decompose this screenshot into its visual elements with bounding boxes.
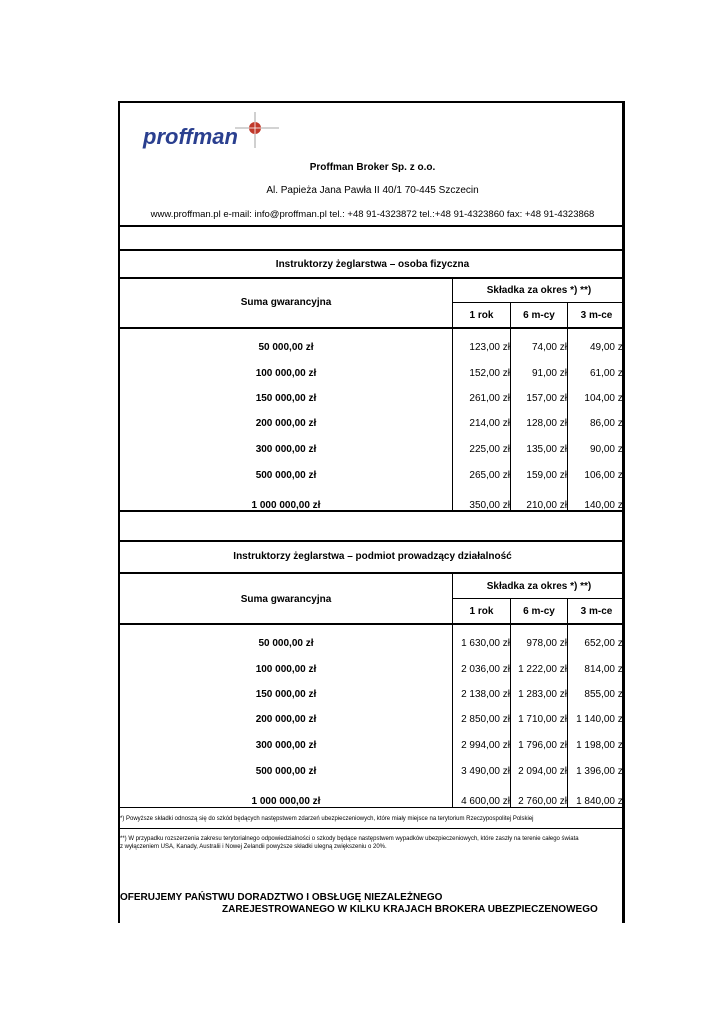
premium-cell: 2 994,00 zł (461, 740, 510, 751)
company-contact: www.proffman.pl e-mail: info@proffman.pl tel.: +48 91-4323872 tel.:+48 91-4323860 fax: +48 91-4323868 (150, 209, 595, 220)
divider (118, 807, 625, 808)
table-title: Instruktorzy żeglarstwa – podmiot prowadzący działalność (233, 551, 512, 562)
sum-insured-cell: 100 000,00 zł (255, 368, 317, 379)
sum-insured-cell: 100 000,00 zł (255, 664, 317, 675)
premium-cell: 855,00 zł (584, 689, 625, 700)
premium-cell: 1 283,00 zł (518, 689, 567, 700)
premium-cell: 104,00 zł (584, 393, 625, 404)
sum-insured-cell: 50 000,00 zł (258, 638, 314, 649)
column-header-premium: Składka za okres *) **) (486, 285, 592, 296)
premium-cell: 90,00 zł (589, 444, 625, 455)
premium-cell: 2 094,00 zł (518, 766, 567, 777)
column-header-sum: Suma gwarancyjna (240, 297, 332, 308)
column-header-premium: Składka za okres *) **) (486, 581, 592, 592)
sum-insured-cell: 300 000,00 zł (255, 740, 317, 751)
premium-cell: 49,00 zł (589, 342, 625, 353)
premium-cell: 91,00 zł (531, 368, 567, 379)
offer-line-1: OFERUJEMY PAŃSTWU DORADZTWO I OBSŁUGĘ NIEZALEŻNEGO (120, 892, 443, 903)
sum-insured-cell: 1 000 000,00 zł (251, 796, 321, 807)
sum-insured-cell: 500 000,00 zł (255, 470, 317, 481)
sum-insured-cell: 1 000 000,00 zł (251, 500, 321, 511)
footnote-2a: **) W przypadku rozszerzenia zakresu terytorialnego odpowiedzialności o szkody będące następstwem wypadków ubezpieczeniowych, które zaszły na terenie całego świata (120, 836, 579, 842)
premium-cell: 106,00 zł (584, 470, 625, 481)
crosshair-logo-icon (235, 112, 279, 148)
divider (118, 572, 625, 574)
premium-cell: 1 222,00 zł (518, 664, 567, 675)
column-header-6-mcy: 6 m-cy (523, 310, 555, 321)
premium-cell: 350,00 zł (469, 500, 510, 511)
column-header-3-mce: 3 m-ce (580, 310, 613, 321)
column-header-1-rok: 1 rok (469, 310, 494, 321)
footnote-2b: z wyłączeniem USA, Kanady, Australii i Nowej Zelandii powyższe składki ulegną zwiększeniu o 20%. (120, 844, 387, 850)
premium-cell: 1 710,00 zł (518, 714, 567, 725)
sum-insured-cell: 200 000,00 zł (255, 418, 317, 429)
premium-cell: 157,00 zł (526, 393, 567, 404)
column-header-3-mce: 3 m-ce (580, 606, 613, 617)
table-title: Instruktorzy żeglarstwa – osoba fizyczna (275, 259, 470, 270)
divider (118, 225, 625, 227)
premium-cell: 1 140,00 zł (576, 714, 625, 725)
premium-cell: 86,00 zł (589, 418, 625, 429)
premium-cell: 214,00 zł (469, 418, 510, 429)
sum-insured-cell: 300 000,00 zł (255, 444, 317, 455)
premium-cell: 74,00 zł (531, 342, 567, 353)
divider (452, 302, 625, 303)
premium-cell: 1 840,00 zł (576, 796, 625, 807)
column-header-1-rok: 1 rok (469, 606, 494, 617)
sum-insured-cell: 150 000,00 zł (255, 689, 317, 700)
premium-cell: 210,00 zł (526, 500, 567, 511)
column-header-sum: Suma gwarancyjna (240, 594, 332, 605)
proffman-logo (143, 112, 283, 156)
premium-cell: 3 490,00 zł (461, 766, 510, 777)
divider (118, 540, 625, 542)
premium-cell: 265,00 zł (469, 470, 510, 481)
premium-cell: 140,00 zł (584, 500, 625, 511)
footnote-1: *) Powyższe składki odnoszą się do szkód będących następstwem zdarzeń ubezpieczeniowych, które miały miejsce na terytorium Rzeczypospolitej Polskiej (120, 816, 534, 822)
premium-cell: 2 036,00 zł (461, 664, 510, 675)
premium-cell: 4 600,00 zł (461, 796, 510, 807)
column-header-6-mcy: 6 m-cy (523, 606, 555, 617)
premium-cell: 225,00 zł (469, 444, 510, 455)
premium-cell: 1 198,00 zł (576, 740, 625, 751)
premium-cell: 1 630,00 zł (461, 638, 510, 649)
premium-cell: 2 138,00 zł (461, 689, 510, 700)
divider (118, 623, 625, 625)
sum-insured-cell: 50 000,00 zł (258, 342, 314, 353)
divider (118, 327, 625, 329)
logo-text: proffman (143, 124, 238, 149)
divider (118, 249, 625, 251)
premium-cell: 814,00 zł (584, 664, 625, 675)
sum-insured-cell: 500 000,00 zł (255, 766, 317, 777)
sum-insured-cell: 200 000,00 zł (255, 714, 317, 725)
divider (118, 828, 625, 829)
premium-cell: 159,00 zł (526, 470, 567, 481)
sum-insured-cell: 150 000,00 zł (255, 393, 317, 404)
premium-cell: 152,00 zł (469, 368, 510, 379)
company-name: Proffman Broker Sp. z o.o. (309, 162, 436, 173)
premium-cell: 123,00 zł (469, 342, 510, 353)
premium-cell: 1 396,00 zł (576, 766, 625, 777)
offer-line-2: ZAREJESTROWANEGO W KILKU KRAJACH BROKERA UBEZPIECZENOWEGO (222, 904, 598, 915)
premium-cell: 978,00 zł (526, 638, 567, 649)
premium-cell: 652,00 zł (584, 638, 625, 649)
company-address: Al. Papieża Jana Pawła II 40/1 70-445 Szczecin (266, 185, 479, 196)
divider (452, 598, 625, 599)
premium-cell: 61,00 zł (589, 368, 625, 379)
premium-cell: 1 796,00 zł (518, 740, 567, 751)
premium-cell: 2 850,00 zł (461, 714, 510, 725)
divider (118, 277, 625, 279)
premium-cell: 128,00 zł (526, 418, 567, 429)
premium-cell: 261,00 zł (469, 393, 510, 404)
premium-cell: 2 760,00 zł (518, 796, 567, 807)
premium-cell: 135,00 zł (526, 444, 567, 455)
